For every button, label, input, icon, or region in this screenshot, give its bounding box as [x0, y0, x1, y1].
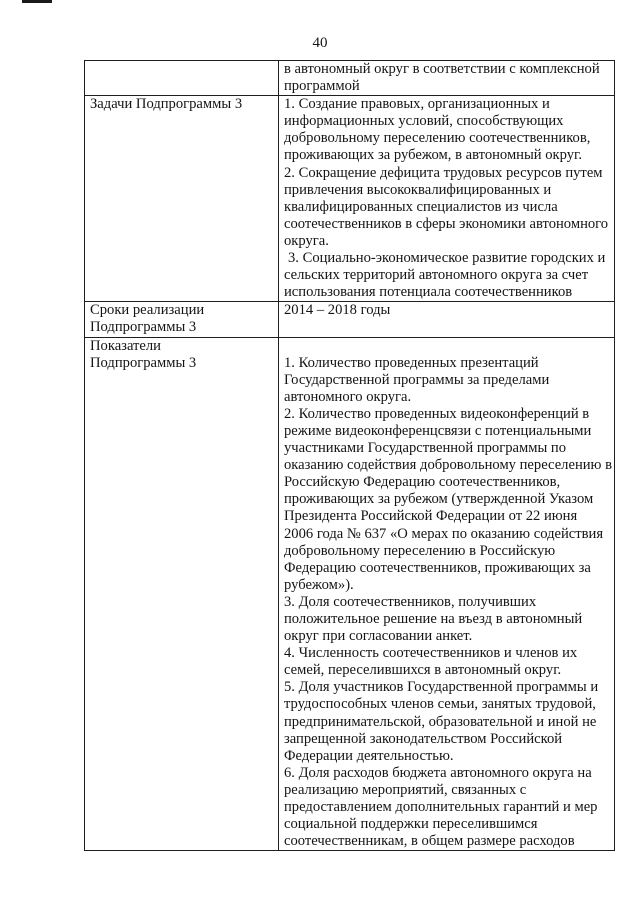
- row-content-line: положительное решение на въезд в автономный: [284, 611, 583, 627]
- row-content-line: режиме видеоконференцсвязи с потенциальными: [284, 422, 592, 439]
- row-label-line: Подпрограммы 3: [90, 354, 197, 371]
- row-content-line: округ при согласовании анкет.: [284, 628, 473, 645]
- page-number: 40: [312, 35, 328, 51]
- row-content-line: 3. Социально-экономическое развитие городских и: [288, 250, 606, 267]
- row-content-line: программой: [284, 78, 360, 95]
- row-content-line: Российскую Федерацию соотечественников,: [284, 474, 561, 491]
- row-label-cell: [85, 302, 279, 337]
- row-content-line: 2014 – 2018 годы: [284, 302, 391, 319]
- row-content-line: соотечественникам, в общем размере расходов: [284, 833, 575, 850]
- row-label-cell: [85, 96, 279, 302]
- row-content-line: 2. Количество проведенных видеоконференций в: [284, 405, 590, 422]
- row-content-line: добровольному переселению в Российскую: [284, 542, 556, 559]
- row-content-line: округа.: [284, 232, 329, 249]
- row-content-line: проживающих за рубежом (утвержденной Указом: [284, 491, 594, 508]
- row-content-cell: [279, 302, 615, 337]
- row-content-cell: [279, 96, 615, 302]
- row-content-line: информационных условий, способствующих: [284, 113, 564, 130]
- row-content-line: запрещенной законодательством Российской: [284, 730, 563, 747]
- row-content-line: социальной поддержки переселившимся: [284, 816, 538, 833]
- row-content-line: Президента Российской Федерации от 22 июня: [284, 508, 578, 525]
- passport-table: [84, 60, 615, 851]
- row-content-line: автономного округа.: [284, 388, 412, 405]
- row-label-line: Подпрограммы 3: [90, 319, 197, 336]
- row-content-line: квалифицированных специалистов из числа: [284, 198, 558, 215]
- row-content-line: проживающих за рубежом, в автономный округ.: [284, 147, 583, 164]
- scan-corner-mark: [22, 0, 52, 3]
- row-content-cell: [279, 337, 615, 851]
- row-content-line: участниками Государственной программы по: [284, 440, 567, 457]
- row-label-line: Задачи Подпрограммы 3: [90, 96, 243, 113]
- row-content-line: оказанию содействия добровольному переселению в: [284, 457, 613, 474]
- table-row-tasks-row: [85, 96, 615, 302]
- row-content-cell: [279, 61, 615, 96]
- row-content-line: 6. Доля расходов бюджета автономного округа на: [284, 764, 592, 781]
- row-content-line: 3. Доля соотечественников, получивших: [284, 593, 537, 610]
- row-label-cell: [85, 61, 279, 96]
- row-content-line: Федерации деятельностью.: [284, 747, 454, 764]
- table-row-period-row: [85, 302, 615, 337]
- row-content-line: привлечения высококвалифицированных и: [284, 181, 552, 198]
- row-content-line: в автономный округ в соответствии с комплексной: [284, 61, 600, 77]
- row-content-line: семей, переселившихся в автономный округ.: [284, 662, 562, 679]
- table-row-continued-row: [85, 61, 615, 96]
- row-content-line: 1. Количество проведенных презентаций: [284, 354, 539, 371]
- row-content-line: 2. Сокращение дефицита трудовых ресурсов путем: [284, 164, 603, 181]
- row-content-line: 2006 года № 637 «О мерах по оказанию содействия: [284, 525, 604, 542]
- row-content-line: рубежом»).: [284, 576, 354, 593]
- row-content-line: соотечественников в сферы экономики автономного: [284, 215, 609, 232]
- table-row-indicators-row: [85, 337, 615, 851]
- row-label-line: Показатели: [90, 337, 161, 354]
- row-content-line: трудоспособных членов семьи, занятых трудовой,: [284, 696, 596, 713]
- row-content-line: сельских территорий автономного округа за счет: [284, 267, 589, 284]
- row-content-line: 4. Численность соотечественников и членов их: [284, 645, 578, 662]
- row-content-line: использования потенциала соотечественников: [284, 284, 573, 301]
- row-content-line: 1. Создание правовых, организационных и: [284, 96, 550, 113]
- row-content-line: [284, 338, 610, 355]
- row-label-cell: [85, 337, 279, 851]
- row-content-line: предоставлением дополнительных гарантий и мер: [284, 799, 598, 816]
- row-content-line: Федерацию соотечественников, проживающих за: [284, 559, 591, 576]
- row-content-line: реализацию мероприятий, связанных с: [284, 781, 527, 798]
- row-label-line: Сроки реализации: [90, 302, 205, 319]
- row-content-line: 5. Доля участников Государственной программы и: [284, 679, 599, 696]
- row-content-line: предпринимательской, образовательной и иной не: [284, 713, 597, 730]
- row-content-line: добровольному переселению соотечественников,: [284, 130, 591, 147]
- row-content-line: Государственной программы за пределами: [284, 371, 550, 388]
